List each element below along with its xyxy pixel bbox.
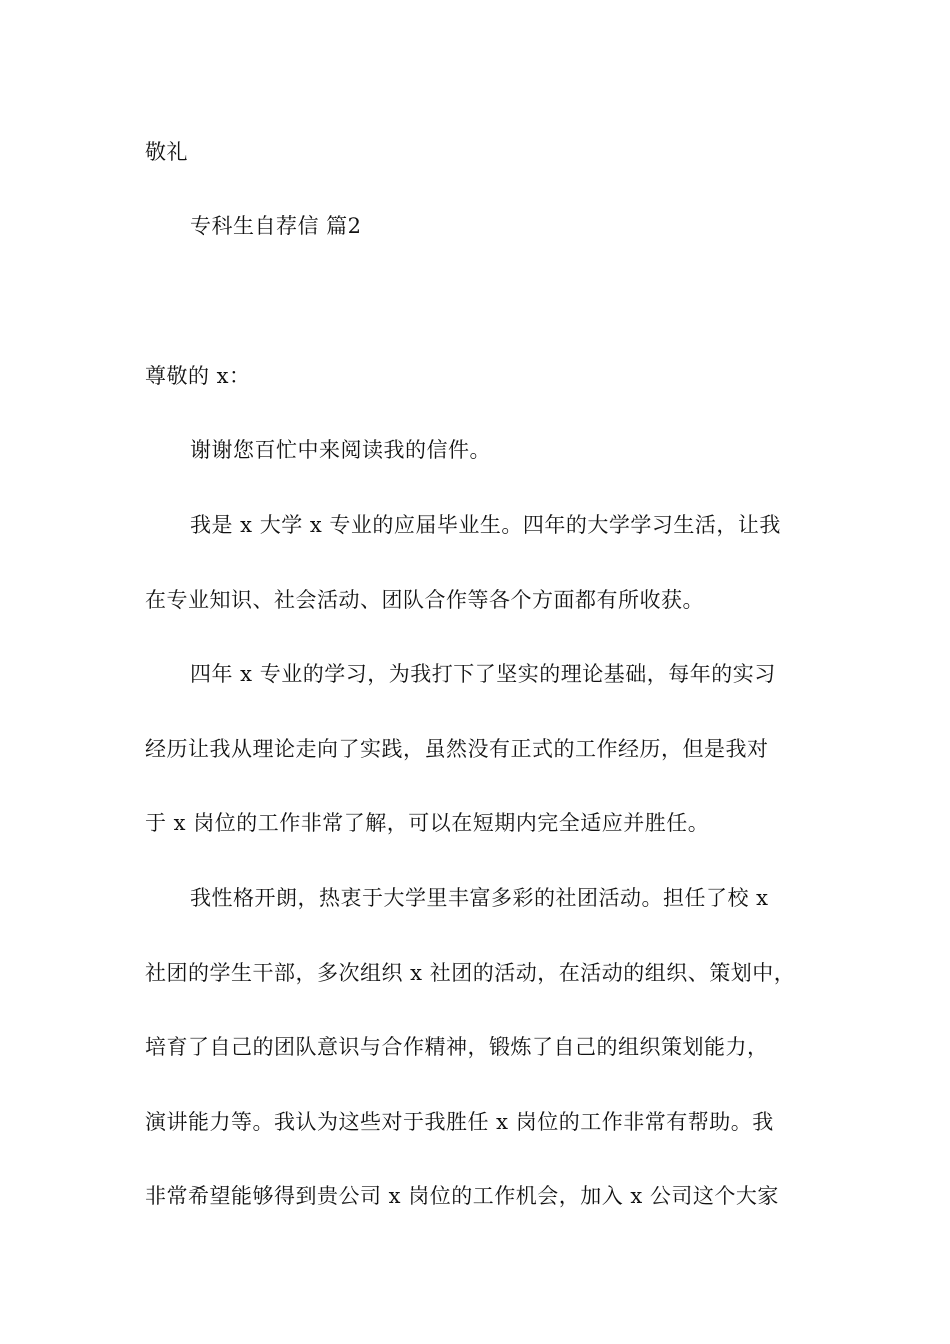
paragraph-line: 于 x 岗位的工作非常了解，可以在短期内完全适应并胜任。 [145, 811, 710, 835]
paragraph-line: 演讲能力等。我认为这些对于我胜任 x 岗位的工作非常有帮助。我 [145, 1110, 774, 1134]
paragraph-line: 非常希望能够得到贵公司 x 岗位的工作机会，加入 x 公司这个大家 [145, 1184, 779, 1208]
paragraph-line: 四年 x 专业的学习，为我打下了坚实的理论基础，每年的实习 [190, 662, 776, 686]
salutation: 尊敬的 x： [145, 364, 251, 388]
paragraph-line: 我性格开朗，热衷于大学里丰富多彩的社团活动。担任了校 x [190, 886, 769, 910]
paragraph-line: 社团的学生干部，多次组织 x 社团的活动，在活动的组织、策划中， [145, 961, 796, 985]
section-title: 专科生自荐信 篇2 [190, 214, 362, 238]
paragraph-line: 培育了自己的团队意识与合作精神，锻炼了自己的组织策划能力， [145, 1035, 769, 1059]
paragraph-line: 我是 x 大学 x 专业的应届毕业生。四年的大学学习生活，让我 [190, 513, 781, 537]
paragraph-line: 在专业知识、社会活动、团队合作等各个方面都有所收获。 [145, 588, 704, 612]
paragraph-line: 谢谢您百忙中来阅读我的信件。 [190, 438, 491, 462]
paragraph-line: 经历让我从理论走向了实践，虽然没有正式的工作经历，但是我对 [145, 737, 769, 761]
closing-text: 敬礼 [145, 140, 188, 164]
